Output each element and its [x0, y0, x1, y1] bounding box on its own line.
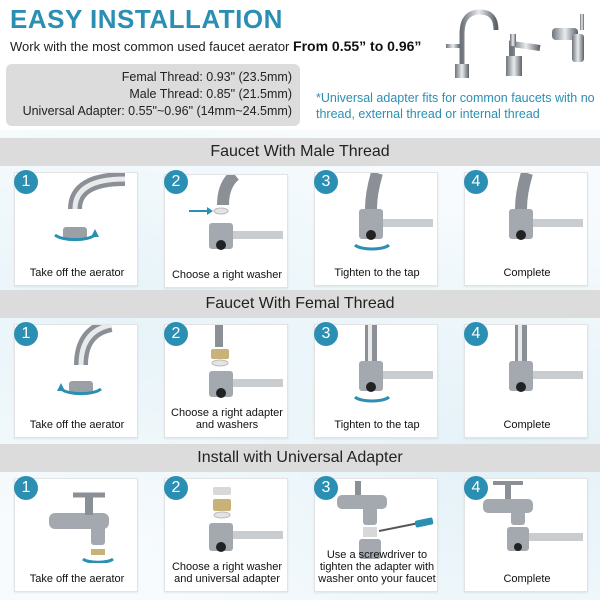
section-header-femal-thread: Faucet With Femal Thread — [0, 290, 600, 318]
faucet-types-illustration — [440, 4, 596, 80]
step-number-badge: 1 — [14, 476, 38, 500]
step-number-badge: 4 — [464, 322, 488, 346]
spec-femal-thread: Femal Thread: 0.93" (23.5mm) — [121, 70, 292, 84]
spec-male-thread: Male Thread: 0.85" (21.5mm) — [129, 87, 292, 101]
step-number-badge: 3 — [314, 476, 338, 500]
step-caption: Complete — [503, 267, 551, 279]
subtitle — [10, 38, 421, 54]
bibcock-faucet-icon — [552, 14, 594, 62]
step-caption: Complete — [503, 419, 551, 431]
step-number-badge: 4 — [464, 170, 488, 194]
thread-spec-box — [6, 64, 300, 126]
section-header-universal-adapter: Install with Universal Adapter — [0, 444, 600, 472]
subtitle-range: From 0.55” to 0.96” — [293, 38, 422, 54]
step-number-badge: 2 — [164, 170, 188, 194]
universal-adapter-note: *Universal adapter fits for common faucets with no thread, external thread or internal thread — [316, 91, 595, 121]
step-caption: Take off the aerator — [29, 419, 125, 431]
step-number-badge: 1 — [14, 170, 38, 194]
step-caption: Complete — [503, 573, 551, 585]
step-caption: Take off the aerator — [29, 267, 125, 279]
step-caption: Choose a right adapter and washers — [171, 407, 283, 431]
step-number-badge: 4 — [464, 476, 488, 500]
step-caption: Choose a right washer and universal adapter — [171, 561, 283, 585]
spec-universal-adapter: Universal Adapter: 0.55"~0.96" (14mm~24.5mm) — [22, 104, 292, 118]
page-title: EASY INSTALLATION — [10, 4, 283, 34]
step-number-badge: 3 — [314, 170, 338, 194]
subtitle-text: Work with the most common used faucet aerator — [10, 39, 290, 54]
basin-faucet-icon — [506, 34, 540, 76]
step-caption: Choose a right washer — [171, 269, 283, 281]
step-caption: Use a screwdriver to tighten the adapter with washer onto your faucet — [318, 549, 436, 585]
step-caption: Tighten to the tap — [334, 267, 420, 279]
kitchen-faucet-icon — [446, 12, 496, 78]
section-header-male-thread: Faucet With Male Thread — [0, 138, 600, 166]
step-number-badge: 2 — [164, 476, 188, 500]
step-number-badge: 2 — [164, 322, 188, 346]
step-caption: Take off the aerator — [29, 573, 125, 585]
step-number-badge: 3 — [314, 322, 338, 346]
step-caption: Tighten to the tap — [334, 419, 420, 431]
step-number-badge: 1 — [14, 322, 38, 346]
